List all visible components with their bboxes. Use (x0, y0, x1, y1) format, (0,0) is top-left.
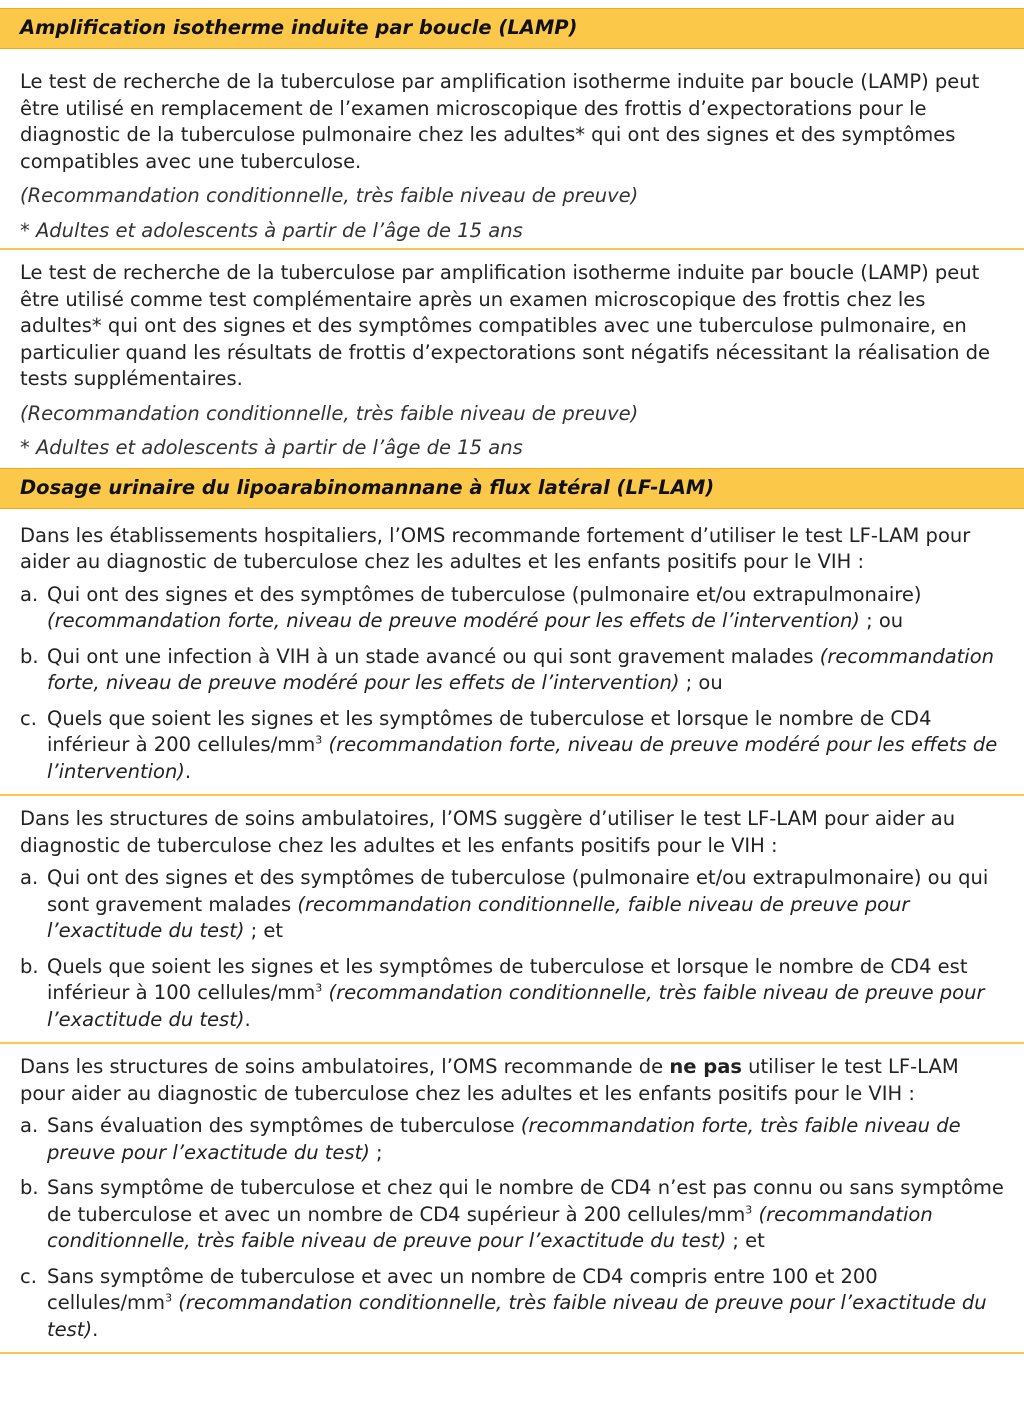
recommendation-text: Le test de recherche de la tuberculose par amplification isotherme induite par boucle (LAMP) peut être utilisé en remplacement de l’examen microscopique des frottis d’expectorations pour le diagnostic de la tuberculose pulmonaire chez les adultes* qui ont des signes et des symptômes compatibles avec une tuberculose. (20, 70, 980, 173)
item-suffix: ; ou (859, 609, 904, 632)
intro-text: utiliser le test LF-LAM pour aider au diagnostic de tuberculose chez les adultes et les enfants positifs pour le VIH : (20, 1055, 959, 1105)
intro-text: Dans les structures de soins ambulatoires, l’OMS recommande de (20, 1055, 670, 1078)
item-letter: c. (20, 706, 37, 730)
item-text: Qui ont des signes et des symptômes de tuberculose (pulmonaire et/ou extrapulmonaire) ou qui sont gravement malades (47, 866, 989, 916)
item-letter: b. (20, 644, 39, 668)
lflam-recommendation-3 (0, 1054, 1024, 1343)
item-text: Sans évaluation des symptômes de tuberculose (47, 1114, 521, 1137)
item-evidence: (recommandation conditionnelle, très faible niveau de preuve pour l’exactitude du test) (47, 1202, 933, 1252)
item-evidence: (recommandation conditionnelle, très faible niveau de preuve pour l’exactitude du test) (47, 1291, 987, 1341)
footnote: * Adultes et adolescents à partir de l’âge de 15 ans (20, 218, 523, 242)
superscript: 3 (165, 1291, 173, 1305)
item-suffix: . (92, 1317, 99, 1341)
recommendation-intro: Dans les établissements hospitaliers, l’OMS recommande fortement d’utiliser le test LF-LAM pour aider au diagnostic de tuberculose chez les adultes et les enfants positifs pour le VIH : (20, 523, 971, 573)
list-item (20, 1264, 1004, 1344)
item-text: Quels que soient les signes et les symptômes de tuberculose et lorsque le nombre de CD4 est inférieur à 100 cellules/mm (47, 954, 968, 1004)
divider (0, 248, 1024, 250)
item-letter: c. (20, 1264, 37, 1288)
superscript: 3 (315, 733, 323, 747)
recommendation-intro: Dans les structures de soins ambulatoires, l’OMS suggère d’utiliser le test LF-LAM pour aider au diagnostic de tuberculose chez les adultes et les enfants positifs pour le VIH : (20, 807, 956, 857)
lflam-recommendation-1 (0, 509, 1024, 786)
lflam-recommendation-2 (0, 806, 1024, 1033)
item-text: Sans symptôme de tuberculose et avec un nombre de CD4 compris entre 100 et 200 cellules/mm (47, 1264, 878, 1314)
item-letter: a. (20, 582, 39, 606)
item-letter: a. (20, 1114, 39, 1137)
item-text: Quels que soient les signes et les symptômes de tuberculose et lorsque le nombre de CD4 inférieur à 200 cellules/mm (47, 706, 932, 756)
criteria-list (20, 1113, 1004, 1343)
list-item (20, 706, 1004, 786)
section-title-lflam: Dosage urinaire du lipoarabinomannane à flux latéral (LF-LAM) (20, 475, 715, 499)
recommendation-strength: (Recommandation conditionnelle, très faible niveau de preuve) (20, 184, 639, 207)
item-text: Qui ont des signes et des symptômes de tuberculose (pulmonaire et/ou extrapulmonaire) (47, 582, 922, 606)
item-text: Sans symptôme de tuberculose et chez qui le nombre de CD4 n’est pas connu ou sans symptôme de tuberculose et avec un nombre de CD4 supérieur à 200 cellules/mm (47, 1176, 1004, 1226)
list-item (20, 644, 1004, 697)
section-header-lflam (0, 468, 1024, 509)
list-item (20, 865, 1004, 945)
item-suffix: . (244, 1007, 251, 1031)
item-evidence: (recommandation conditionnelle, très faible niveau de preuve pour l’exactitude du test) (47, 981, 985, 1031)
emphasis-not: ne pas (669, 1055, 742, 1078)
list-item (20, 1175, 1004, 1255)
lamp-recommendation-1 (0, 49, 1024, 248)
item-suffix: . (184, 759, 192, 783)
item-suffix: ; et (726, 1229, 765, 1252)
item-evidence: (recommandation forte, niveau de preuve modéré pour les effets de l’intervention) (47, 644, 995, 694)
divider (0, 794, 1024, 796)
item-letter: b. (20, 954, 39, 978)
recommendations-document (0, 8, 1024, 1410)
divider (0, 1352, 1024, 1354)
section-title-lamp: Amplification isotherme induite par boucle (LAMP) (20, 16, 578, 40)
footnote: * Adultes et adolescents à partir de l’âge de 15 ans (20, 436, 523, 459)
item-evidence: (recommandation forte, très faible niveau de preuve pour l’exactitude du test) (47, 1114, 961, 1164)
superscript: 3 (745, 1203, 753, 1216)
recommendation-text: Le test de recherche de la tuberculose par amplification isotherme induite par boucle (LAMP) peut être utilisé comme test complémentaire après un examen microscopique des frottis chez les adultes* qui ont des signes et des symptômes compatibles avec une tuberculose pulmonaire, en particulier quand les résultats de frottis d’expectorations sont négatifs nécessitant la réalisation de tests supplémentaires. (20, 261, 991, 390)
lamp-recommendation-2 (0, 260, 1024, 468)
list-item (20, 954, 1004, 1034)
item-suffix: ; et (244, 919, 284, 942)
item-evidence: (recommandation forte, niveau de preuve modéré pour les effets de l’intervention) (47, 609, 860, 632)
recommendation-strength: (Recommandation conditionnelle, très faible niveau de preuve) (20, 401, 639, 425)
item-suffix: ; (369, 1140, 383, 1164)
superscript: 3 (315, 981, 323, 995)
item-letter: a. (20, 866, 39, 889)
item-evidence: (recommandation forte, niveau de preuve modéré pour les effets de l’intervention) (47, 733, 998, 783)
item-letter: b. (20, 1176, 39, 1199)
list-item (20, 582, 1004, 635)
criteria-list (20, 582, 1004, 786)
divider (0, 1042, 1024, 1044)
criteria-list (20, 865, 1004, 1033)
section-header-lamp (0, 8, 1024, 49)
item-text: Qui ont une infection à VIH à un stade avancé ou qui sont gravement malades (47, 644, 820, 668)
list-item (20, 1113, 1004, 1166)
item-suffix: ; ou (679, 671, 723, 694)
item-evidence: (recommandation conditionnelle, faible niveau de preuve pour l’exactitude du test) (47, 892, 910, 942)
recommendation-intro (20, 1054, 1004, 1107)
